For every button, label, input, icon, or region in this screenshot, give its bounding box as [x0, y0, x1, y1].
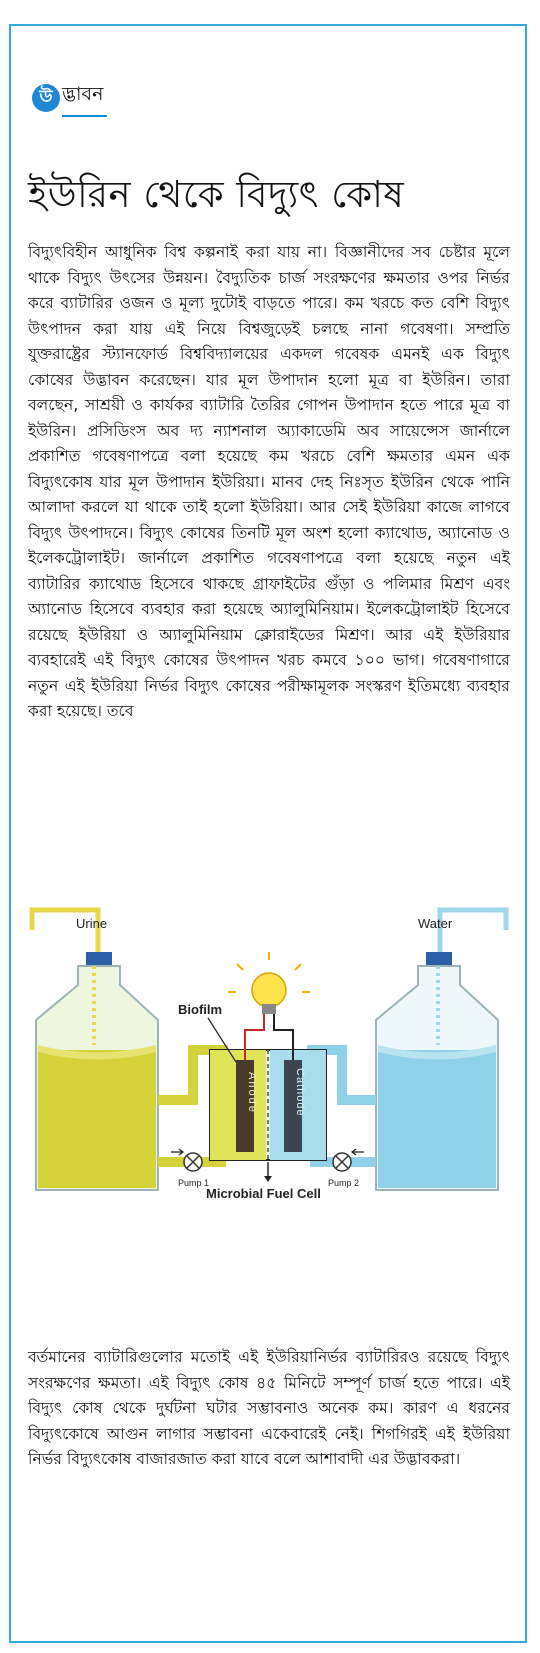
biofilm-label: Biofilm: [178, 1002, 223, 1017]
flow-arrow-right: [352, 1149, 364, 1155]
article-headline: ইউরিন থেকে বিদ্যুৎ কোষ: [28, 173, 405, 216]
anode-label: Anode: [246, 1072, 258, 1114]
section-label: [32, 78, 107, 118]
fuel-cell-figure: [28, 900, 510, 1200]
figure-caption: Microbial Fuel Cell: [206, 1186, 321, 1200]
water-bottle-cap: [426, 952, 452, 966]
pump-1-label: Pump 1: [178, 1178, 210, 1188]
water-label: Water: [418, 916, 453, 931]
bulb-base: [262, 1004, 276, 1014]
section-badge: উ: [32, 84, 60, 112]
urine-liquid: [38, 1050, 156, 1188]
light-bulb-icon: [252, 973, 286, 1007]
urine-bottle-cap: [86, 952, 112, 966]
article-paragraph: বিদ্যুৎবিহীন আধুনিক বিশ্ব কল্পনাই করা যায় না। বিজ্ঞানীদের সব চেষ্টার মূলে থাকে বিদ্যুৎ উৎসের উন্নয়ন। বৈদ্যুতিক চার্জ সংরক্ষণের ক্ষমতার ওপর নির্ভর করে ব্যাটারির ওজন ও মূল্য দুটোই বাড়তে পারে। কম খরচে কত বেশি বিদ্যুৎ উৎপাদন করা যায় এই নিয়ে বিশ্বজুড়েই চলছে নানা গবেষণা। সম্প্রতি যুক্তরাষ্ট্রের স্ট্যানফোর্ড বিশ্ববিদ্যালয়ের একদল গবেষক এমনই এক বিদ্যুৎ কোষের উদ্ভাবন করেছেন। যার মূল উপাদান হলো মূত্র বা ইউরিন। তারা বলছেন, সাশ্রয়ী ও কার্যকর ব্যাটারি তৈরির গোপন উপাদান হতে পারে মূত্র বা ইউরিন। প্রসিডিংস অব দ্য ন্যাশনাল অ্যাকাডেমি অব সায়েন্সেস জার্নালে প্রকাশিত গবেষণাপত্রে বলা হয়েছে কম খরচে বেশি ক্ষমতার এমন এক বিদ্যুৎকোষ যার মূল উপাদান ইউরিয়া। মানব দেহ নিঃসৃত ইউরিন থেকে পানি আলাদা করলে যা থাকে তাই হলো ইউরিয়া। আর সেই ইউরিয়া কাজে লাগবে বিদ্যুৎ উৎপাদনে। বিদ্যুৎ কোষের তিনটি মূল অংশ হলো ক্যাথোড, অ্যানোড ও ইলেকট্রোলাইট। জার্নালে প্রকাশিত গবেষণাপত্রে বলা হয়েছে নতুন এই ব্যাটারির ক্যাথোড হিসেবে থাকছে গ্রাফাইটের গুঁড়া ও পলিমার মিশ্রণ এবং অ্যানোড হিসেবে ব্যবহার করা হয়েছে অ্যালুমিনিয়াম। ইলেকট্রোলাইট হিসেবে রয়েছে ইউরিয়া ও অ্যালুমিনিয়াম ক্লোরাইডের মিশ্রণ। আর এই ইউরিয়ার ব্যবহারেই এই বিদ্যুৎ কোষের উৎপাদন খরচ কমবে ১০০ ভাগ। গবেষণাগারে নতুন এই ইউরিয়া নির্ভর বিদ্যুৎ কোষের পরীক্ষামূলক সংস্করণ ইতিমধ্যে ব্যবহার করা হয়েছে। তবে: [28, 243, 510, 720]
caption-arrowhead: [264, 1176, 272, 1182]
cathode-label: Cathode: [294, 1068, 306, 1117]
water-liquid: [378, 1050, 496, 1188]
flow-arrow-left: [171, 1149, 183, 1155]
pump-2-label: Pump 2: [328, 1178, 360, 1188]
fuel-cell-diagram: [28, 900, 510, 1200]
section-label-text: দ্ভাবন: [62, 80, 107, 117]
urine-label: Urine: [76, 916, 108, 931]
article-paragraph: বর্তমানের ব্যাটারিগুলোর মতোই এই ইউরিয়ানির্ভর ব্যাটারিরও রয়েছে বিদ্যুৎ সংরক্ষণের ক্ষমতা। এই বিদ্যুৎ কোষ ৪৫ মিনিটে সম্পূর্ণ চার্জ হতে পারে। এই বিদ্যুৎ কোষ থেকে দুর্ঘটনা ঘটার সম্ভাবনাও অনেক কম। কারণ এ ধরনের বিদ্যুৎকোষে আগুন লাগার সম্ভাবনা একেবারেই নেই। শিগগিরই এই ইউরিয়া নির্ভর বিদ্যুৎকোষ বাজারজাত করা যাবে বলে আশাবাদী এর উদ্ভাবকরা।: [28, 1348, 510, 1468]
